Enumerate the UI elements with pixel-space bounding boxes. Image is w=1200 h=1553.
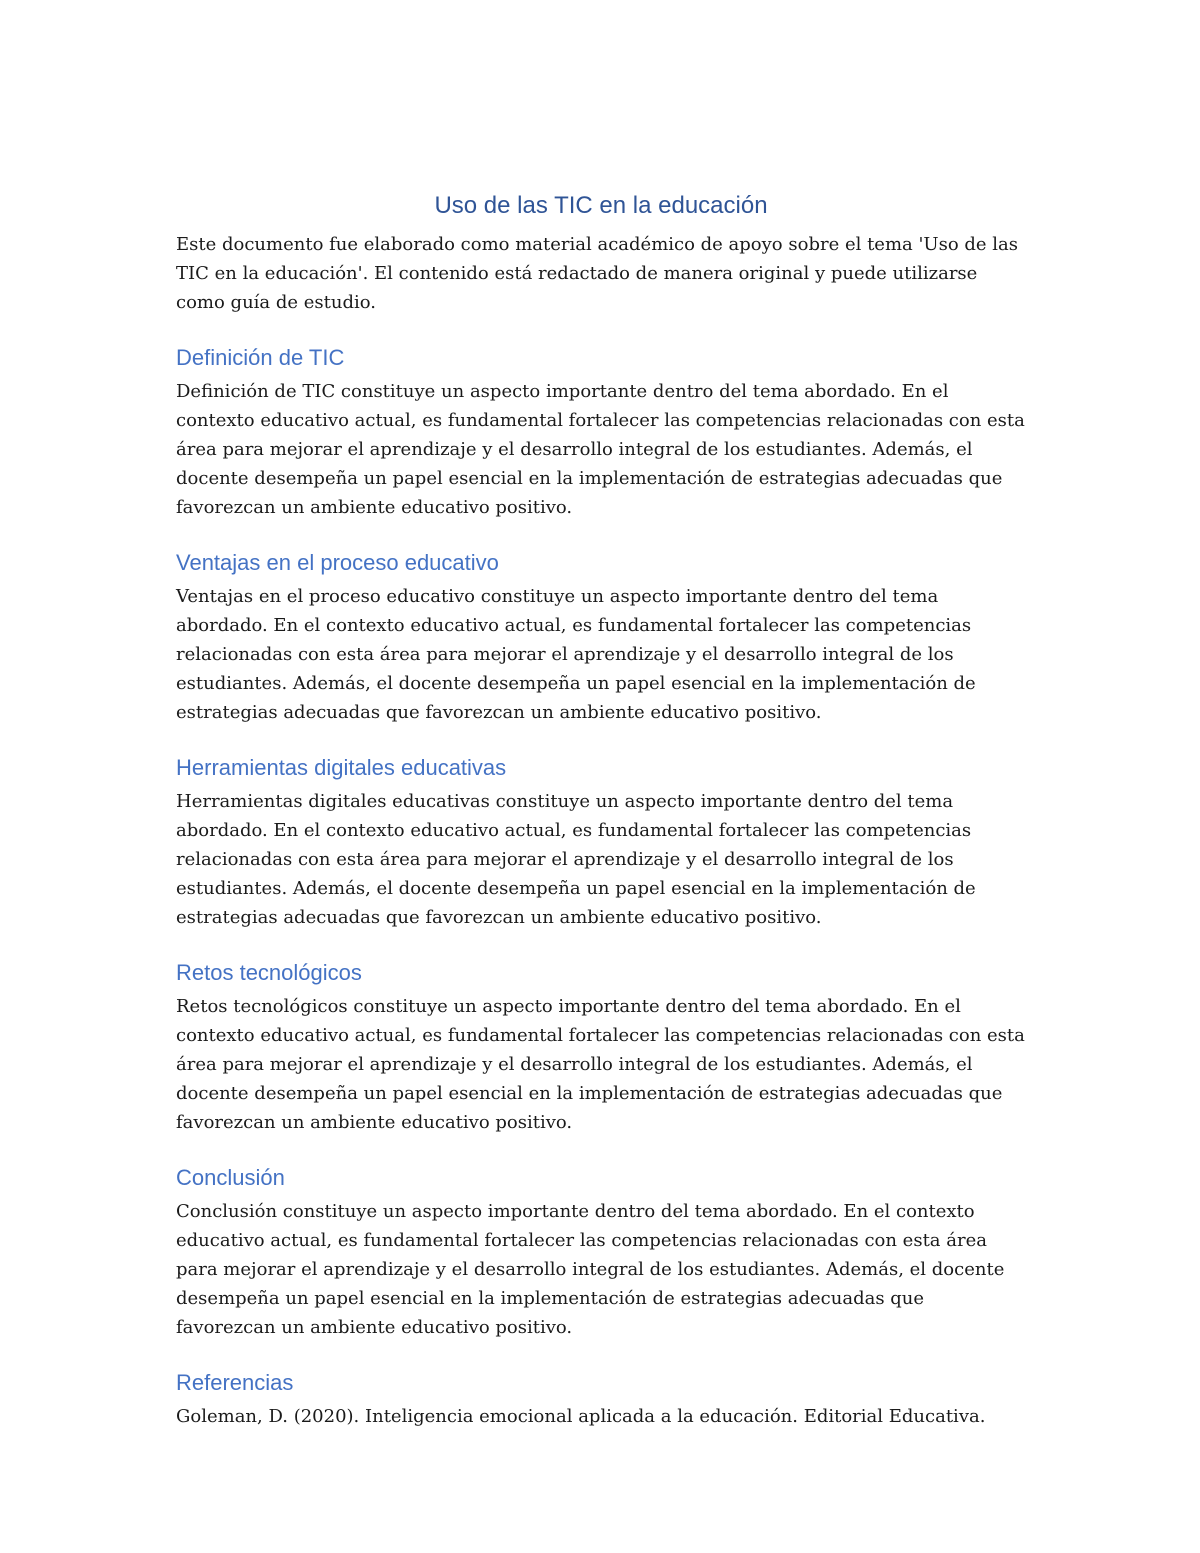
document-title: Uso de las TIC en la educación — [434, 192, 768, 219]
section-body: Definición de TIC constituye un aspecto importante dentro del tema abordado. En el contexto educativo actual, es fundamental fortalecer las competencias relacionadas con esta área para mejorar el aprendizaje y el desarrollo integral de los estudiantes. Además, el docente desempeña un papel esencial en la implementación de estrategias adecuadas que favorezcan un ambiente educativo positivo. — [176, 381, 1025, 518]
section-referencias — [176, 1368, 1026, 1431]
section-herramientas — [176, 753, 1026, 932]
section-heading: Retos tecnológicos — [176, 960, 362, 985]
reference-entry: Goleman, D. (2020). Inteligencia emocional aplicada a la educación. Editorial Educativa. — [176, 1406, 986, 1427]
section-heading: Referencias — [176, 1370, 294, 1395]
section-retos — [176, 958, 1026, 1137]
section-body: Retos tecnológicos constituye un aspecto importante dentro del tema abordado. En el contexto educativo actual, es fundamental fortalecer las competencias relacionadas con esta área para mejorar el aprendizaje y el desarrollo integral de los estudiantes. Además, el docente desempeña un papel esencial en la implementación de estrategias adecuadas que favorezcan un ambiente educativo positivo. — [176, 996, 1025, 1133]
section-conclusion — [176, 1163, 1026, 1342]
section-definicion — [176, 343, 1026, 522]
section-body: Conclusión constituye un aspecto importante dentro del tema abordado. En el contexto educativo actual, es fundamental fortalecer las competencias relacionadas con esta área para mejorar el aprendizaje y el desarrollo integral de los estudiantes. Además, el docente desempeña un papel esencial en la implementación de estrategias adecuadas que favorezcan un ambiente educativo positivo. — [176, 1201, 1005, 1338]
section-heading: Ventajas en el proceso educativo — [176, 550, 499, 575]
document-page — [176, 190, 1026, 1431]
section-heading: Definición de TIC — [176, 345, 345, 370]
section-body: Ventajas en el proceso educativo constituye un aspecto importante dentro del tema abordado. En el contexto educativo actual, es fundamental fortalecer las competencias relacionadas con esta área para mejorar el aprendizaje y el desarrollo integral de los estudiantes. Además, el docente desempeña un papel esencial en la implementación de estrategias adecuadas que favorezcan un ambiente educativo positivo. — [176, 586, 976, 723]
section-ventajas — [176, 548, 1026, 727]
section-heading: Herramientas digitales educativas — [176, 755, 507, 780]
document-intro: Este documento fue elaborado como material académico de apoyo sobre el tema 'Uso de las TIC en la educación'. El contenido está redactado de manera original y puede utilizarse como guía de estudio. — [176, 234, 1019, 313]
section-heading: Conclusión — [176, 1165, 285, 1190]
section-body: Herramientas digitales educativas constituye un aspecto importante dentro del tema abordado. En el contexto educativo actual, es fundamental fortalecer las competencias relacionadas con esta área para mejorar el aprendizaje y el desarrollo integral de los estudiantes. Además, el docente desempeña un papel esencial en la implementación de estrategias adecuadas que favorezcan un ambiente educativo positivo. — [176, 791, 976, 928]
